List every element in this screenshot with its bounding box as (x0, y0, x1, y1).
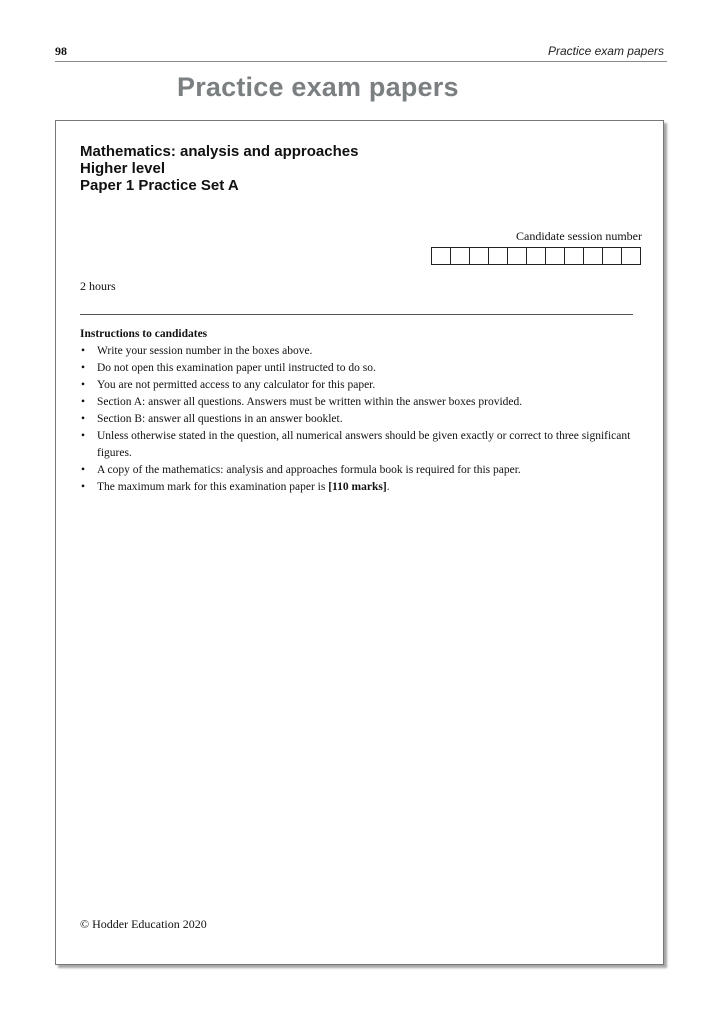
candidate-session-digit-box (470, 248, 489, 264)
candidate-session-digit-box (432, 248, 451, 264)
candidate-session-digit-box (565, 248, 584, 264)
instructions-heading: Instructions to candidates (80, 328, 208, 340)
instruction-item: • Do not open this examination paper until instructed to do so. (80, 360, 640, 377)
max-marks-suffix: . (386, 481, 390, 493)
candidate-session-digit-box (622, 248, 640, 264)
exam-paper-cover (55, 120, 664, 965)
chapter-title: Practice exam papers (177, 72, 459, 102)
instructions (80, 326, 640, 496)
candidate-session-digit-box (603, 248, 622, 264)
header-rule (55, 61, 667, 62)
running-head: Practice exam papers (547, 44, 664, 58)
paper-title-level: Higher level (80, 160, 166, 177)
page-number: 98 (55, 44, 67, 58)
candidate-session-digit-box (527, 248, 546, 264)
instruction-item: • Section B: answer all questions in an answer booklet. (80, 411, 640, 428)
candidate-session-digit-box (584, 248, 603, 264)
instruction-item: • You are not permitted access to any calculator for this paper. (80, 377, 640, 394)
max-marks-prefix: The maximum mark for this examination paper is (97, 481, 329, 493)
exam-duration: 2 hours (80, 279, 116, 293)
candidate-session-digit-box (546, 248, 565, 264)
candidate-session-boxes (431, 247, 641, 265)
max-marks-value: [110 marks] (328, 481, 387, 493)
instruction-item-max-marks (80, 479, 640, 496)
paper-title (80, 143, 358, 194)
instruction-item: • Section A: answer all questions. Answers must be written within the answer boxes provided. (80, 394, 640, 411)
candidate-session-digit-box (489, 248, 508, 264)
candidate-session-digit-box (508, 248, 527, 264)
candidate-session-label: Candidate session number (516, 229, 642, 243)
instructions-divider (80, 314, 633, 315)
copyright-notice: © Hodder Education 2020 (80, 917, 207, 931)
instruction-item: • Unless otherwise stated in the question, all numerical answers should be given exactly or correct to three significant figures. (80, 428, 640, 462)
paper-title-set: Paper 1 Practice Set A (80, 177, 239, 194)
instruction-item: • A copy of the mathematics: analysis and approaches formula book is required for this paper. (80, 462, 640, 479)
paper-title-subject: Mathematics: analysis and approaches (80, 143, 359, 160)
instructions-list (80, 343, 640, 496)
instruction-item: • Write your session number in the boxes above. (80, 343, 640, 360)
candidate-session-digit-box (451, 248, 470, 264)
